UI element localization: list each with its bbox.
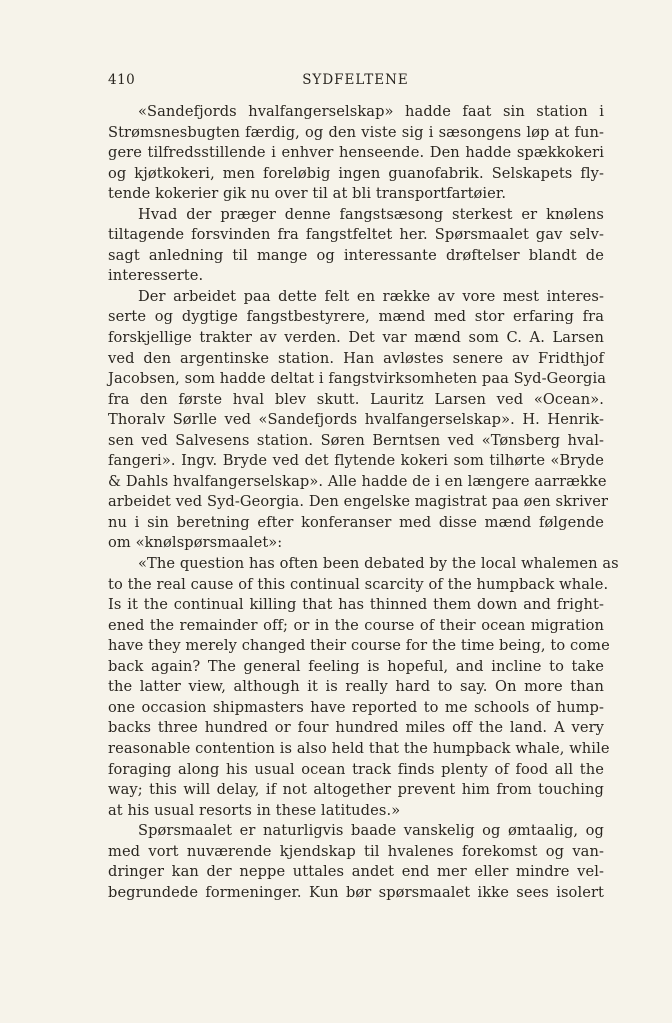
text-line: reasonable contention is also held that the humpback whale, while [108,739,610,757]
text-line: way; this will delay, if not altogether prevent him from touching [108,781,604,799]
text-line: back again? The general feeling is hopeful, and incline to take [108,657,604,675]
text-line: nu i sin beretning efter konferanser med disse mænd følgende [108,513,604,531]
text-line: tiltagende forsvinden fra fangstfeltet her. Spørsmaalet gav selv- [108,226,604,244]
text-line: backs three hundred or four hundred miles off the land. A very [108,719,604,737]
text-line: Der arbeidet paa dette felt en række av vore mest interes- [138,287,604,305]
text-line: one occasion shipmasters have reported to me schools of hump- [108,698,604,716]
text-line: gere tilfredsstillende i enhver henseende. Den hadde spækkokeri [108,144,604,162]
text-line: «Sandefjords hvalfangerselskap» hadde faat sin station i [138,103,604,120]
running-head [108,72,603,92]
text-line: ved den argentinske station. Han avløstes senere av Fridthjof [108,349,604,367]
text-line: arbeidet ved Syd-Georgia. Den engelske magistrat paa øen skriver [108,493,609,511]
text-line: foraging along his usual ocean track finds plenty of food all the [108,760,604,778]
text-line: at his usual resorts in these latitudes.» [108,801,401,819]
text-line: dringer kan der neppe uttales andet end mer eller mindre vel- [108,863,604,881]
text-line: forskjellige trakter av verden. Det var mænd som C. A. Larsen [108,329,604,347]
text-line: Jacobsen, som hadde deltat i fangstvirksomheten paa Syd-Georgia [108,370,607,388]
text-line: fangeri». Ingv. Bryde ved det flytende kokeri som tilhørte «Bryde [108,452,604,470]
text-line: the latter view, although it is really hard to say. On more than [108,678,604,696]
page-number: 410 [108,72,136,88]
body-text [108,102,619,903]
text-line: Is it the continual killing that has thinned them down and fright- [108,596,604,614]
text-line: sen ved Salvesens station. Søren Berntsen ved «Tønsberg hval- [108,431,604,449]
text-line: sagt anledning til mange og interessante drøftelser blandt de [108,246,604,264]
text-line: Thoralv Sørlle ved «Sandefjords hvalfangerselskap». H. Henrik- [108,411,604,429]
text-line: serte og dygtige fangstbestyrere, mænd med stor erfaring fra [108,308,604,326]
text-line: med vort nuværende kjendskap til hvalenes forekomst og van- [108,842,604,860]
text-line: Hvad der præger denne fangstsæsong sterkest er knølens [138,205,604,223]
text-line: to the real cause of this continual scarcity of the humpback whale. [108,575,609,593]
text-line: Strømsnesbugten færdig, og den viste sig i sæsongens løp at fun- [108,123,604,141]
text-line: tende kokerier gik nu over til at bli transportfartøier. [108,185,507,203]
text-line: fra den første hval blev skutt. Lauritz Larsen ved «Ocean». [108,390,604,408]
text-line: have they merely changed their course for the time being, to come [108,637,610,655]
text-line: og kjøtkokeri, men foreløbig ingen guanofabrik. Selskapets fly- [108,164,604,182]
text-line: Spørsmaalet er naturligvis baade vanskelig og ømtaalig, og [138,822,604,840]
running-title: SYDFELTENE [302,72,409,88]
text-line: interesserte. [108,267,204,285]
text-line: begrundede formeninger. Kun bør spørsmaalet ikke sees isolert [108,883,604,901]
text-line: ened the remainder off; or in the course of their ocean migration [108,616,604,634]
text-line: «The question has often been debated by the local whalemen as [138,555,619,573]
text-line: & Dahls hvalfangerselskap». Alle hadde de i en længere aarrække [108,472,607,490]
text-line: om «knølspørsmaalet»: [108,534,283,552]
